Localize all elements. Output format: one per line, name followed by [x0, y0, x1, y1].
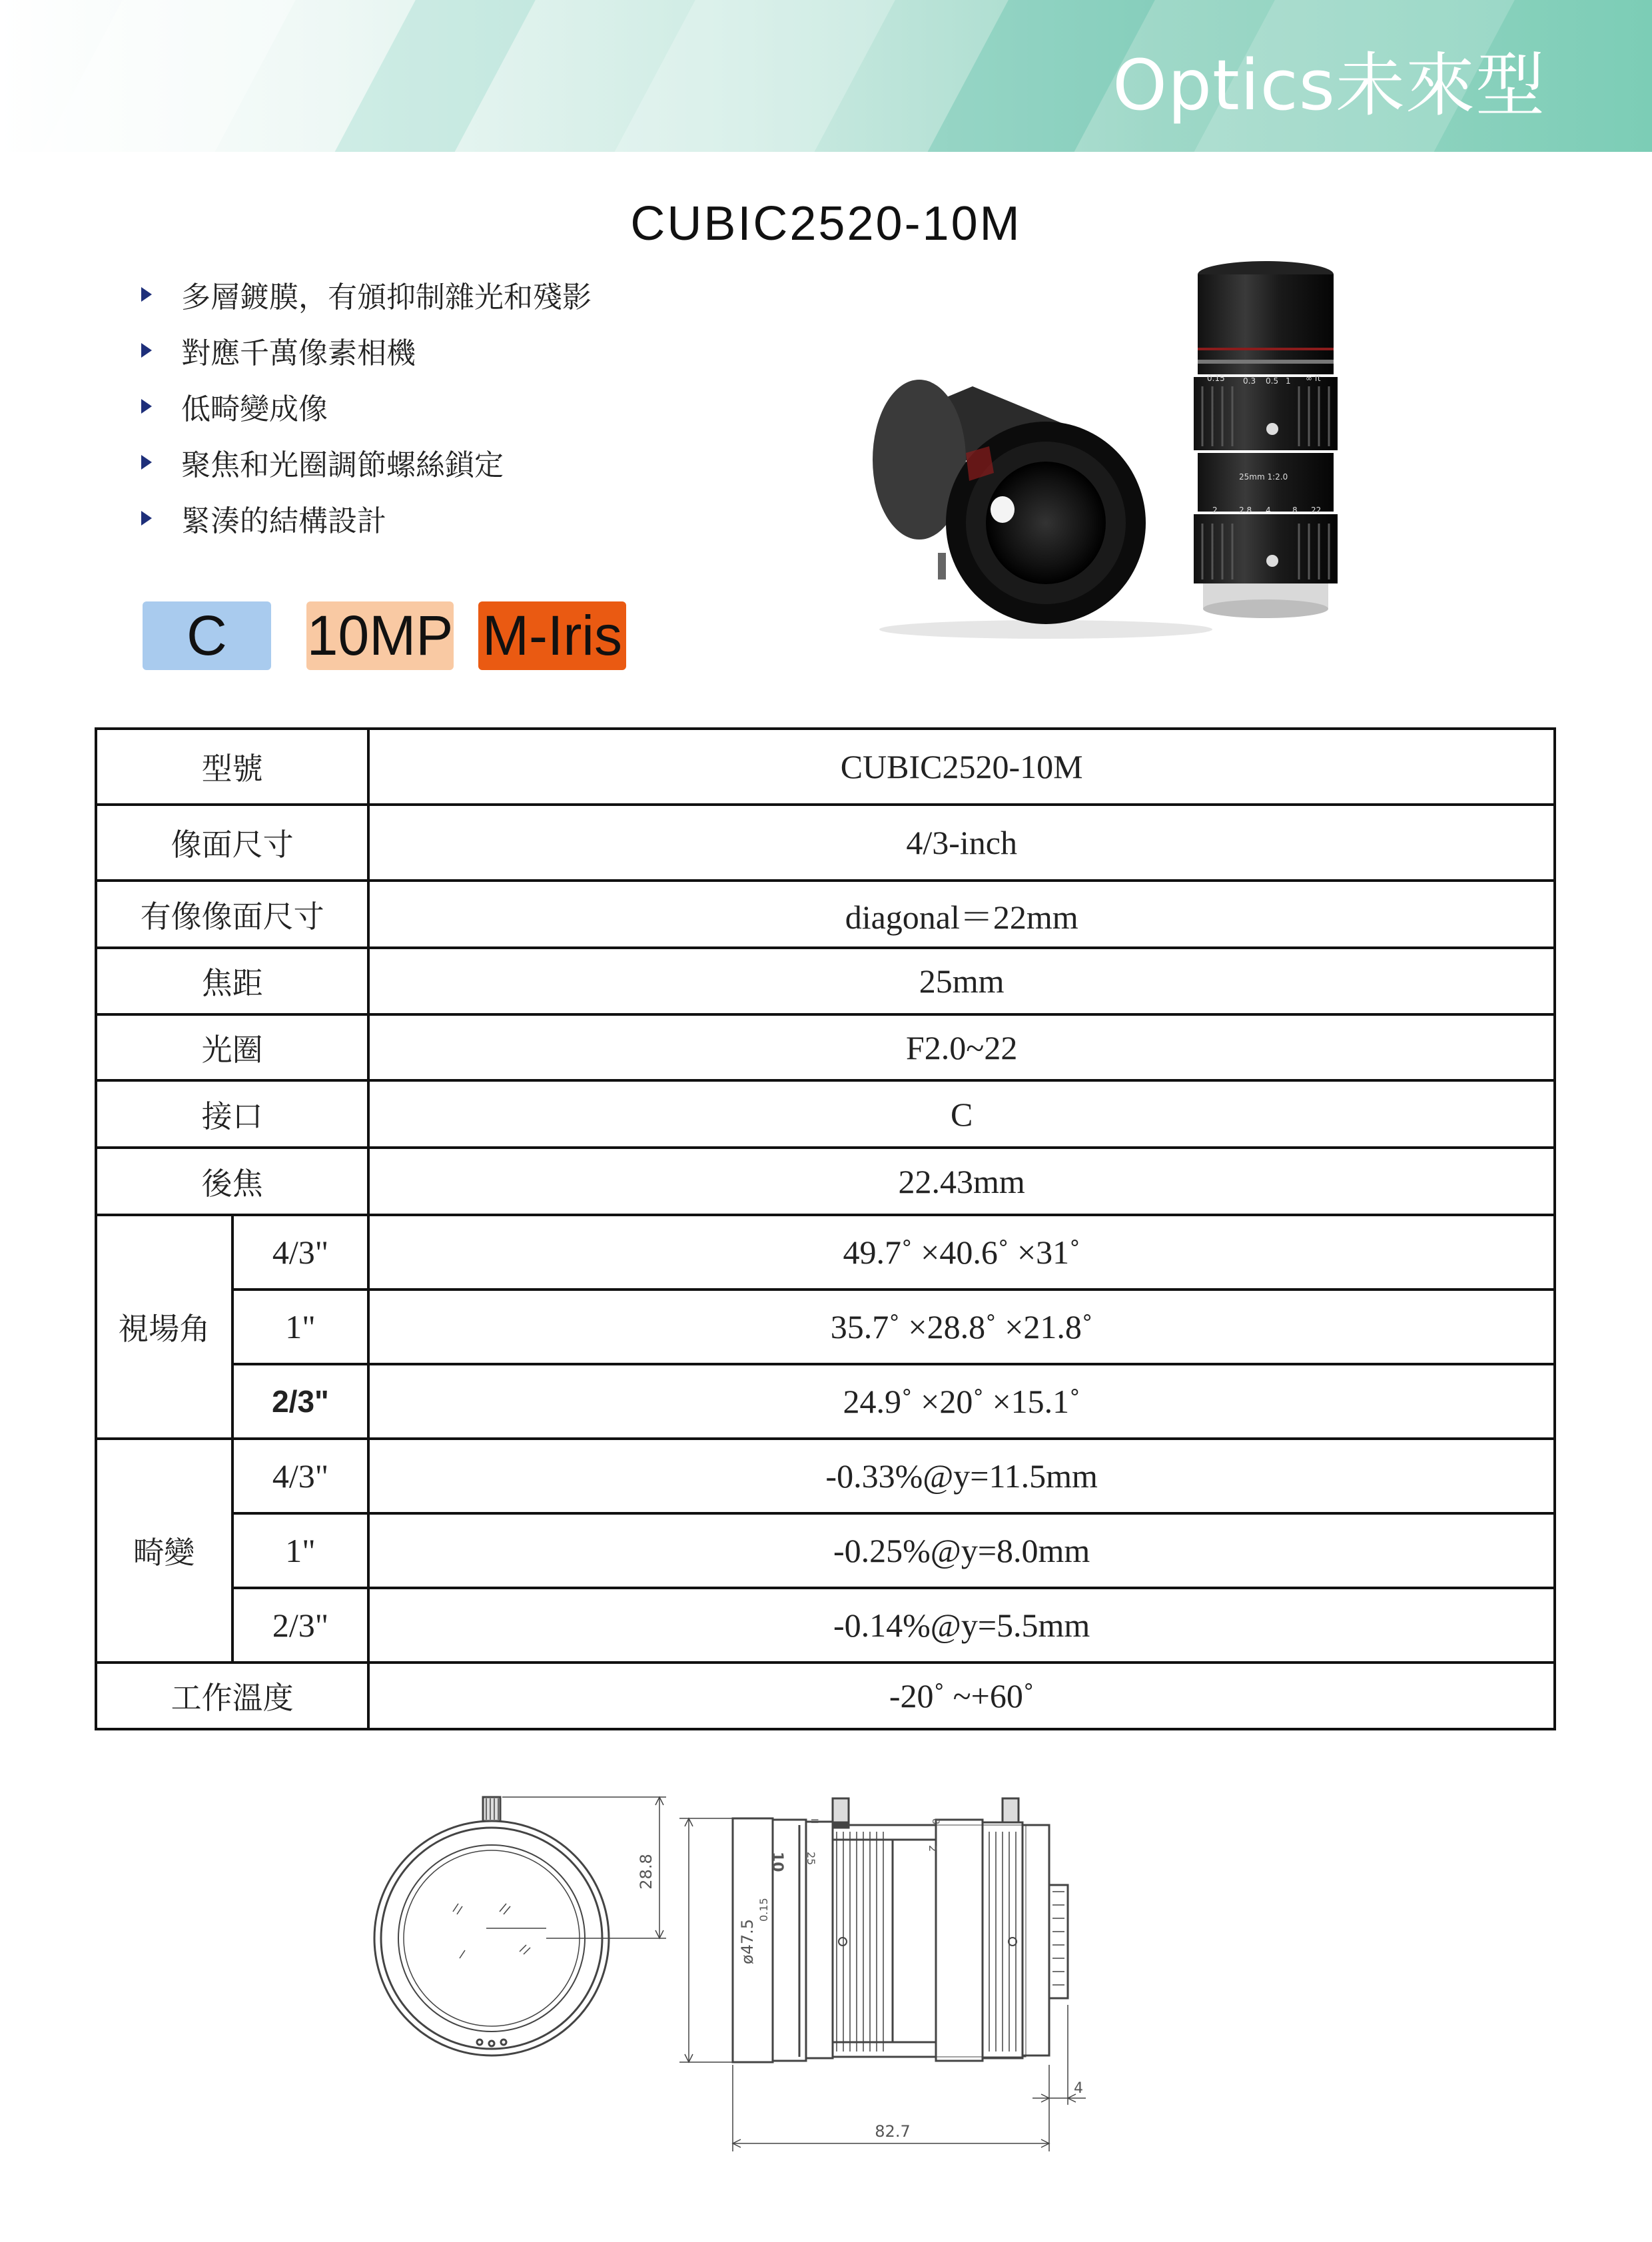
svg-text:0.5: 0.5	[1266, 376, 1279, 386]
lens-photo	[866, 260, 1346, 646]
spec-table	[95, 727, 1556, 1730]
sensor-value: 4/3-inch	[368, 805, 1555, 881]
svg-text:2.8: 2.8	[1239, 506, 1252, 515]
flange-dimension: 4	[1074, 2080, 1083, 2097]
feature-list	[141, 266, 592, 546]
focal-value: 25mm	[368, 948, 1555, 1014]
bullet-icon	[141, 455, 152, 470]
bullet-icon	[141, 511, 152, 526]
back-focus-label: 後焦	[96, 1148, 368, 1215]
bullet-icon	[141, 399, 152, 414]
aperture-label: 光圈	[96, 1014, 368, 1080]
distortion-value: -0.33%@y=11.5mm	[368, 1439, 1555, 1513]
model-label: 型號	[96, 729, 368, 805]
svg-text:II: II	[809, 1818, 819, 1824]
image-size-label: 有像像面尺寸	[96, 881, 368, 948]
distortion-label: 畸變	[96, 1439, 232, 1663]
table-row	[96, 1439, 1555, 1513]
diameter-dimension: ø47.5	[738, 1918, 757, 1965]
image-size-value: diagonal＝22mm	[368, 881, 1555, 948]
back-focus-value: 22.43mm	[368, 1148, 1555, 1215]
temperature-value: -20˚ ~+60˚	[368, 1663, 1555, 1729]
fov-value: 24.9˚ ×20˚ ×15.1˚	[368, 1364, 1555, 1439]
temperature-label: 工作溫度	[96, 1663, 368, 1729]
table-row	[96, 1513, 1555, 1588]
mount-value: C	[368, 1080, 1555, 1148]
distortion-value: -0.14%@y=5.5mm	[368, 1588, 1555, 1663]
distortion-size: 1"	[232, 1513, 369, 1588]
svg-text:1: 1	[1286, 376, 1291, 386]
svg-text:8: 8	[1292, 506, 1298, 515]
svg-text:25mm 1:2.0: 25mm 1:2.0	[1239, 472, 1288, 482]
table-row	[96, 1663, 1555, 1729]
lens-lying	[873, 380, 1146, 624]
svg-text:2: 2	[1212, 506, 1218, 515]
length-dimension: 82.7	[875, 2122, 911, 2141]
fov-size: 2/3"	[232, 1364, 369, 1439]
fov-size: 1"	[232, 1290, 369, 1364]
iris-badge: M-Iris	[478, 601, 626, 670]
svg-text:4: 4	[1266, 506, 1271, 515]
svg-text:0.15: 0.15	[1207, 374, 1225, 383]
svg-text:2: 2	[927, 1845, 939, 1852]
distortion-size: 4/3"	[232, 1439, 369, 1513]
svg-text:10: 10	[769, 1852, 785, 1872]
distortion-size: 2/3"	[232, 1588, 369, 1663]
bullet-icon	[141, 287, 152, 302]
banner-title: Optics未來型	[1112, 45, 1545, 126]
table-row	[96, 881, 1555, 948]
model-value: CUBIC2520-10M	[368, 729, 1555, 805]
mount-badge: C	[143, 601, 271, 670]
fov-size: 4/3"	[232, 1215, 369, 1290]
fov-value: 35.7˚ ×28.8˚ ×21.8˚	[368, 1290, 1555, 1364]
table-row	[96, 948, 1555, 1014]
table-row	[96, 1215, 1555, 1290]
front-view	[374, 1797, 666, 2055]
table-row	[96, 729, 1555, 805]
table-row	[96, 1148, 1555, 1215]
lens-standing	[1194, 261, 1338, 618]
feature-item: 對應千萬像素相機	[141, 322, 592, 378]
header-banner	[0, 0, 1652, 152]
table-row	[96, 1588, 1555, 1663]
feature-item: 緊湊的結構設計	[141, 490, 592, 546]
product-title: CUBIC2520-10M	[630, 197, 1022, 250]
svg-text:22: 22	[1311, 506, 1322, 515]
feature-item: 低畸變成像	[141, 378, 592, 434]
front-dimension: 28.8	[637, 1854, 655, 1890]
table-row	[96, 1014, 1555, 1080]
table-row	[96, 1080, 1555, 1148]
svg-text:8: 8	[930, 1818, 941, 1824]
side-view	[679, 1798, 1086, 2151]
dimension-drawing	[360, 1778, 1292, 2158]
feature-item: 多層鍍膜，有頒抑制雜光和殘影	[141, 266, 592, 322]
svg-text:0.3: 0.3	[1243, 376, 1256, 386]
resolution-badge: 10MP	[306, 601, 454, 670]
svg-text:∞ ft: ∞ ft	[1306, 374, 1321, 383]
table-row	[96, 805, 1555, 881]
sensor-label: 像面尺寸	[96, 805, 368, 881]
svg-text:0.15: 0.15	[757, 1898, 770, 1922]
bullet-icon	[141, 343, 152, 358]
focal-label: 焦距	[96, 948, 368, 1014]
fov-value: 49.7˚ ×40.6˚ ×31˚	[368, 1215, 1555, 1290]
feature-item: 聚焦和光圈調節螺絲鎖定	[141, 434, 592, 490]
table-row	[96, 1364, 1555, 1439]
fov-label: 視場角	[96, 1215, 232, 1439]
distortion-value: -0.25%@y=8.0mm	[368, 1513, 1555, 1588]
mount-label: 接口	[96, 1080, 368, 1148]
table-row	[96, 1290, 1555, 1364]
aperture-value: F2.0~22	[368, 1014, 1555, 1080]
svg-text:25: 25	[805, 1852, 817, 1866]
